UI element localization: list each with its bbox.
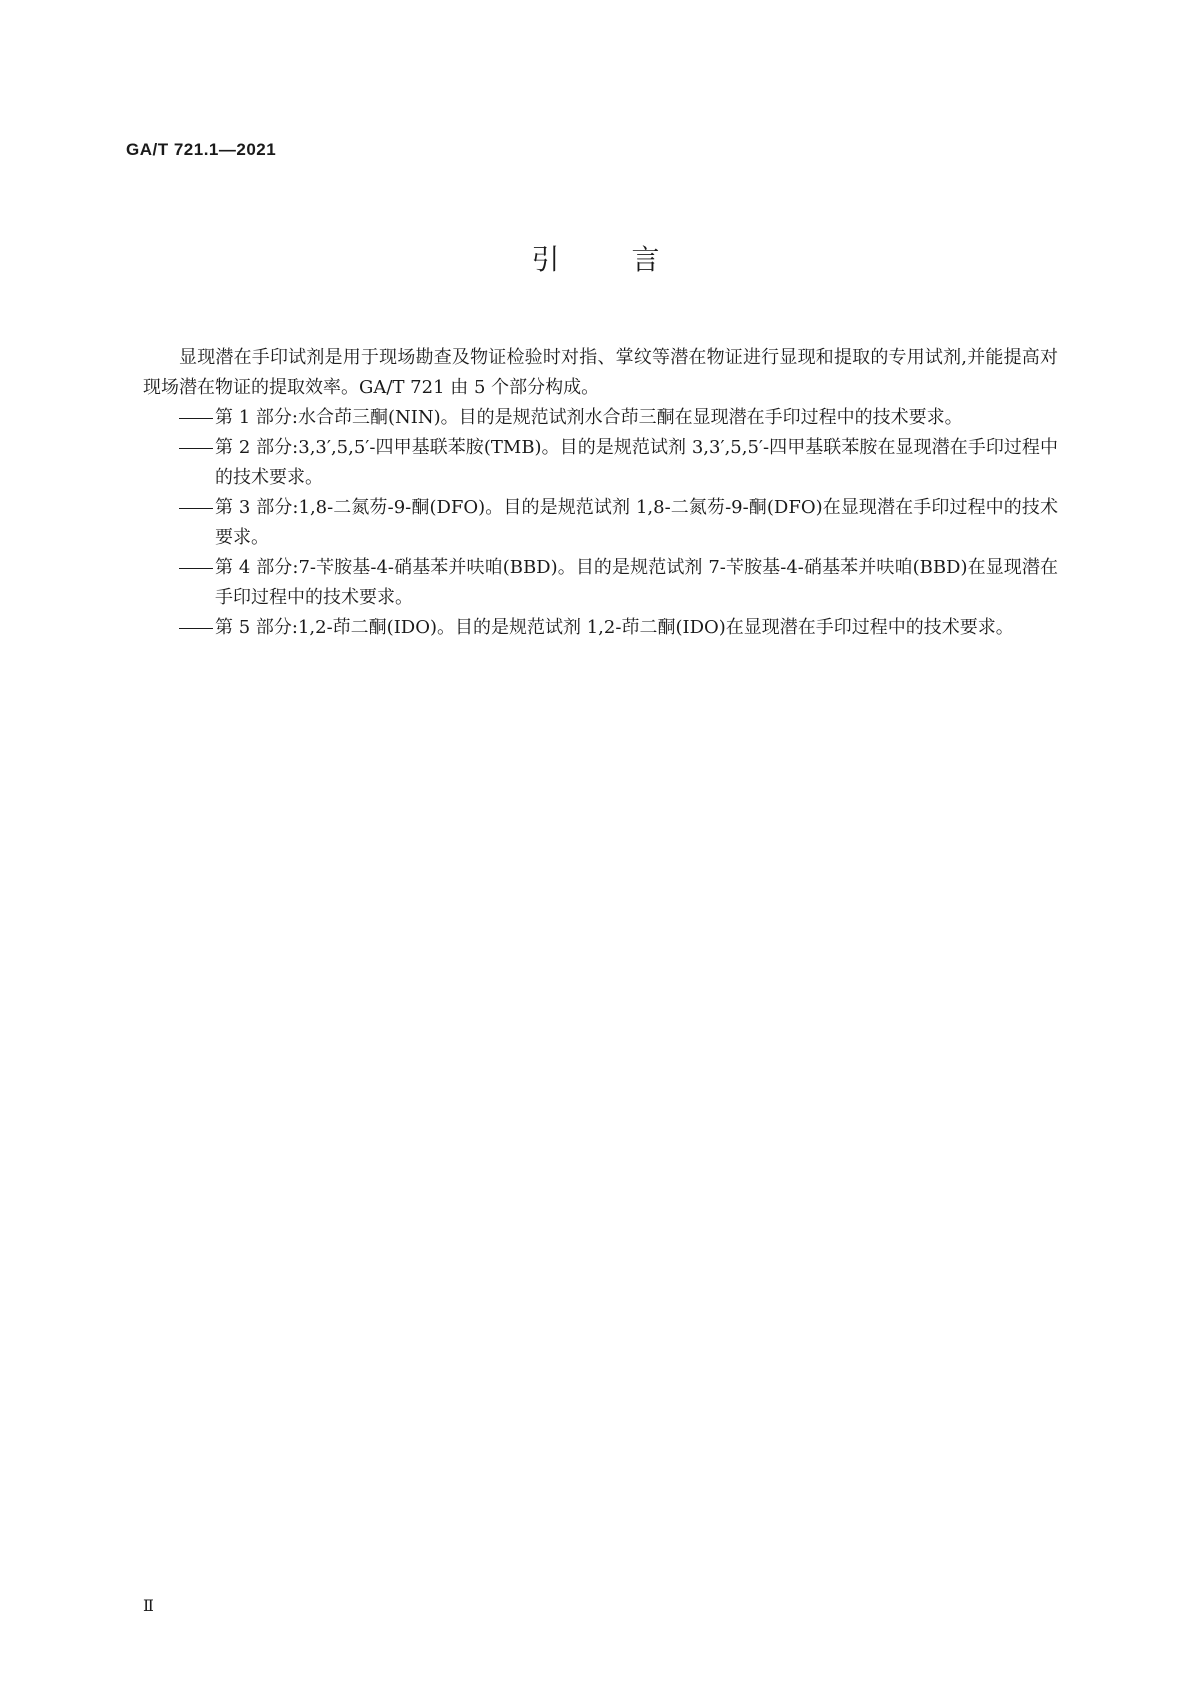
list-item [143, 553, 1058, 613]
list-item [143, 403, 1058, 433]
dash-marker [179, 493, 215, 523]
dash-marker [179, 613, 215, 643]
part-text: 第 3 部分:1,8-二氮芴-9-酮(DFO)。目的是规范试剂 1,8-二氮芴-9-酮(DFO)在显现潜在手印过程中的技术要求。 [215, 497, 1058, 548]
page-number: Ⅱ [143, 1596, 154, 1615]
document-code: GA/T 721.1—2021 [126, 140, 277, 159]
list-item [143, 493, 1058, 553]
part-text: 第 1 部分:水合茚三酮(NIN)。目的是规范试剂水合茚三酮在显现潜在手印过程中的技术要求。 [215, 407, 963, 428]
dash-marker [179, 553, 215, 583]
part-text: 第 5 部分:1,2-茚二酮(IDO)。目的是规范试剂 1,2-茚二酮(IDO)在显现潜在手印过程中的技术要求。 [215, 617, 1014, 638]
page-title [0, 243, 1191, 277]
part-text: 第 2 部分:3,3′,5,5′-四甲基联苯胺(TMB)。目的是规范试剂 3,3′,5,5′-四甲基联苯胺在显现潜在手印过程中的技术要求。 [215, 437, 1058, 488]
parts-list [143, 403, 1058, 643]
title-char-1: 引 [531, 243, 560, 276]
list-item [143, 433, 1058, 493]
part-text: 第 4 部分:7-苄胺基-4-硝基苯并呋咱(BBD)。目的是规范试剂 7-苄胺基-4-硝基苯并呋咱(BBD)在显现潜在手印过程中的技术要求。 [215, 557, 1058, 608]
title-char-2: 言 [631, 243, 660, 276]
dash-marker [179, 433, 215, 463]
dash-marker [179, 403, 215, 433]
list-item [143, 613, 1058, 643]
intro-paragraph: 显现潜在手印试剂是用于现场勘查及物证检验时对指、掌纹等潜在物证进行显现和提取的专用试剂,并能提高对现场潜在物证的提取效率。GA/T 721 由 5 个部分构成。 [143, 347, 1058, 398]
introduction-body [143, 343, 1058, 643]
